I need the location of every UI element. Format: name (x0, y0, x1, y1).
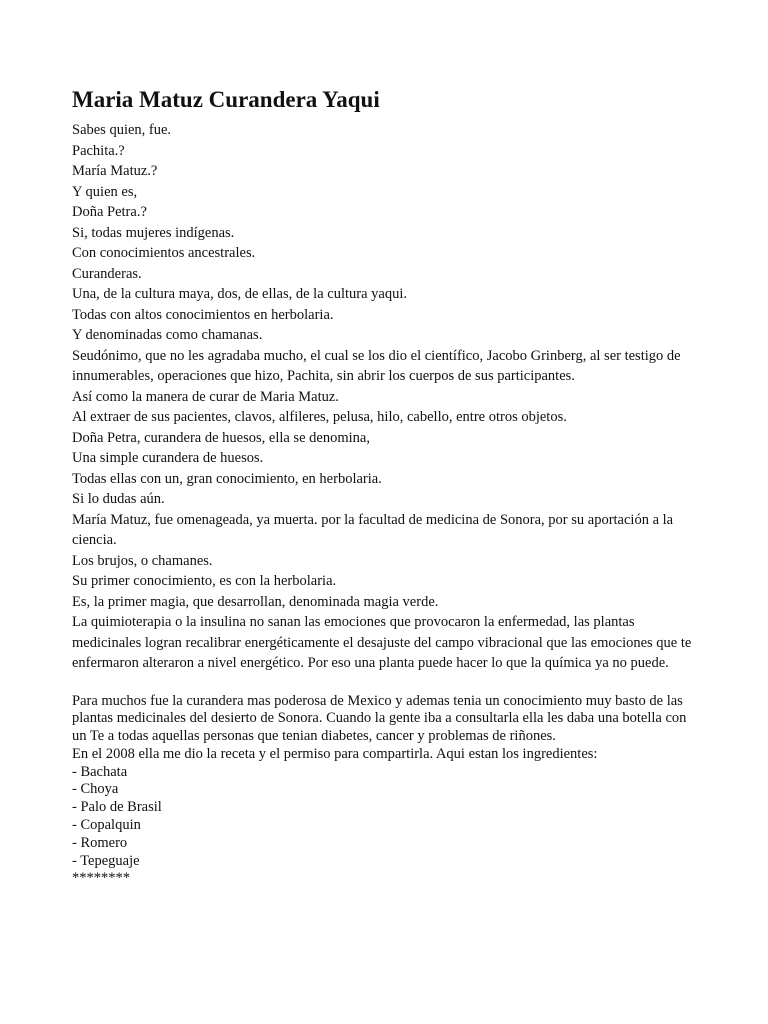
recipe-section (72, 693, 700, 889)
poem-section (72, 120, 700, 674)
document-page (72, 86, 700, 888)
text-line: María Matuz, fue omenageada, ya muerta. por la facultad de medicina de Sonora, por su aportación a la ciencia. (72, 511, 674, 548)
text-line: Seudónimo, que no les agradaba mucho, el cual se los dio el científico, Jacobo Grinberg, al ser testigo de innumerables, operaciones que hizo, Pachita, sin abrir los cuerpos de sus participantes. (72, 347, 681, 384)
text-line: Doña Petra.? (72, 204, 147, 220)
separator-text: ******** (72, 870, 130, 887)
text-line: Y denominadas como chamanas. (72, 327, 263, 343)
text-line: Doña Petra, curandera de huesos, ella se denomina, (72, 429, 370, 446)
text-line: María Matuz.? (72, 163, 158, 179)
ingredient-item: - Romero (72, 834, 128, 851)
page-title: Maria Matuz Curandera Yaqui (72, 87, 380, 112)
text-line: Si lo dudas aún. (72, 491, 165, 507)
text-line: Todas con altos conocimientos en herbolaria. (72, 306, 334, 323)
text-line: Una, de la cultura maya, dos, de ellas, de la cultura yaqui. (72, 286, 407, 302)
text-line: Una simple curandera de huesos. (72, 450, 264, 466)
text-line: Sabes quien, fue. (72, 122, 172, 138)
ingredient-item: - Palo de Brasil (72, 799, 162, 816)
text-line: Al extraer de sus pacientes, clavos, alfileres, pelusa, hilo, cabello, entre otros objetos. (72, 409, 567, 425)
ingredient-item: - Copalquin (72, 817, 141, 834)
text-line: Su primer conocimiento, es con la herbolaria. (72, 573, 337, 589)
text-line: Todas ellas con un, gran conocimiento, en herbolaria. (72, 470, 382, 487)
ingredient-item: - Choya (72, 781, 119, 798)
text-line: La quimioterapia o la insulina no sanan las emociones que provocaron la enfermedad, las plantas medicinales logran recalibrar energéticamente el desajuste del campo vibracional que las emociones que te enfermaron alteraron a nivel energético. Por eso una planta puede hacer lo que la química ya no puede. (72, 614, 692, 671)
ingredient-item: - Bachata (72, 763, 128, 780)
text-line: Si, todas mujeres indígenas. (72, 224, 235, 241)
text-line: Los brujos, o chamanes. (72, 552, 213, 569)
text-line: En el 2008 ella me dio la receta y el permiso para compartirla. Aqui estan los ingredientes: (72, 745, 598, 762)
text-line: Y quien es, (72, 183, 138, 200)
text-line: Curanderas. (72, 265, 142, 282)
text-line: Es, la primer magia, que desarrollan, denominada magia verde. (72, 593, 439, 610)
text-line: Pachita.? (72, 142, 125, 159)
ingredient-item: - Tepeguaje (72, 852, 140, 869)
text-line: Con conocimientos ancestrales. (72, 245, 256, 261)
text-line: Así como la manera de curar de Maria Matuz. (72, 388, 339, 405)
text-line: Para muchos fue la curandera mas poderosa de Mexico y ademas tenia un conocimiento muy basto de las plantas medicinales del desierto de Sonora. Cuando la gente iba a consultarla ella les daba una botella con un Te a todas aquellas personas que tenian diabetes, cancer y problemas de riñones. (72, 692, 687, 745)
